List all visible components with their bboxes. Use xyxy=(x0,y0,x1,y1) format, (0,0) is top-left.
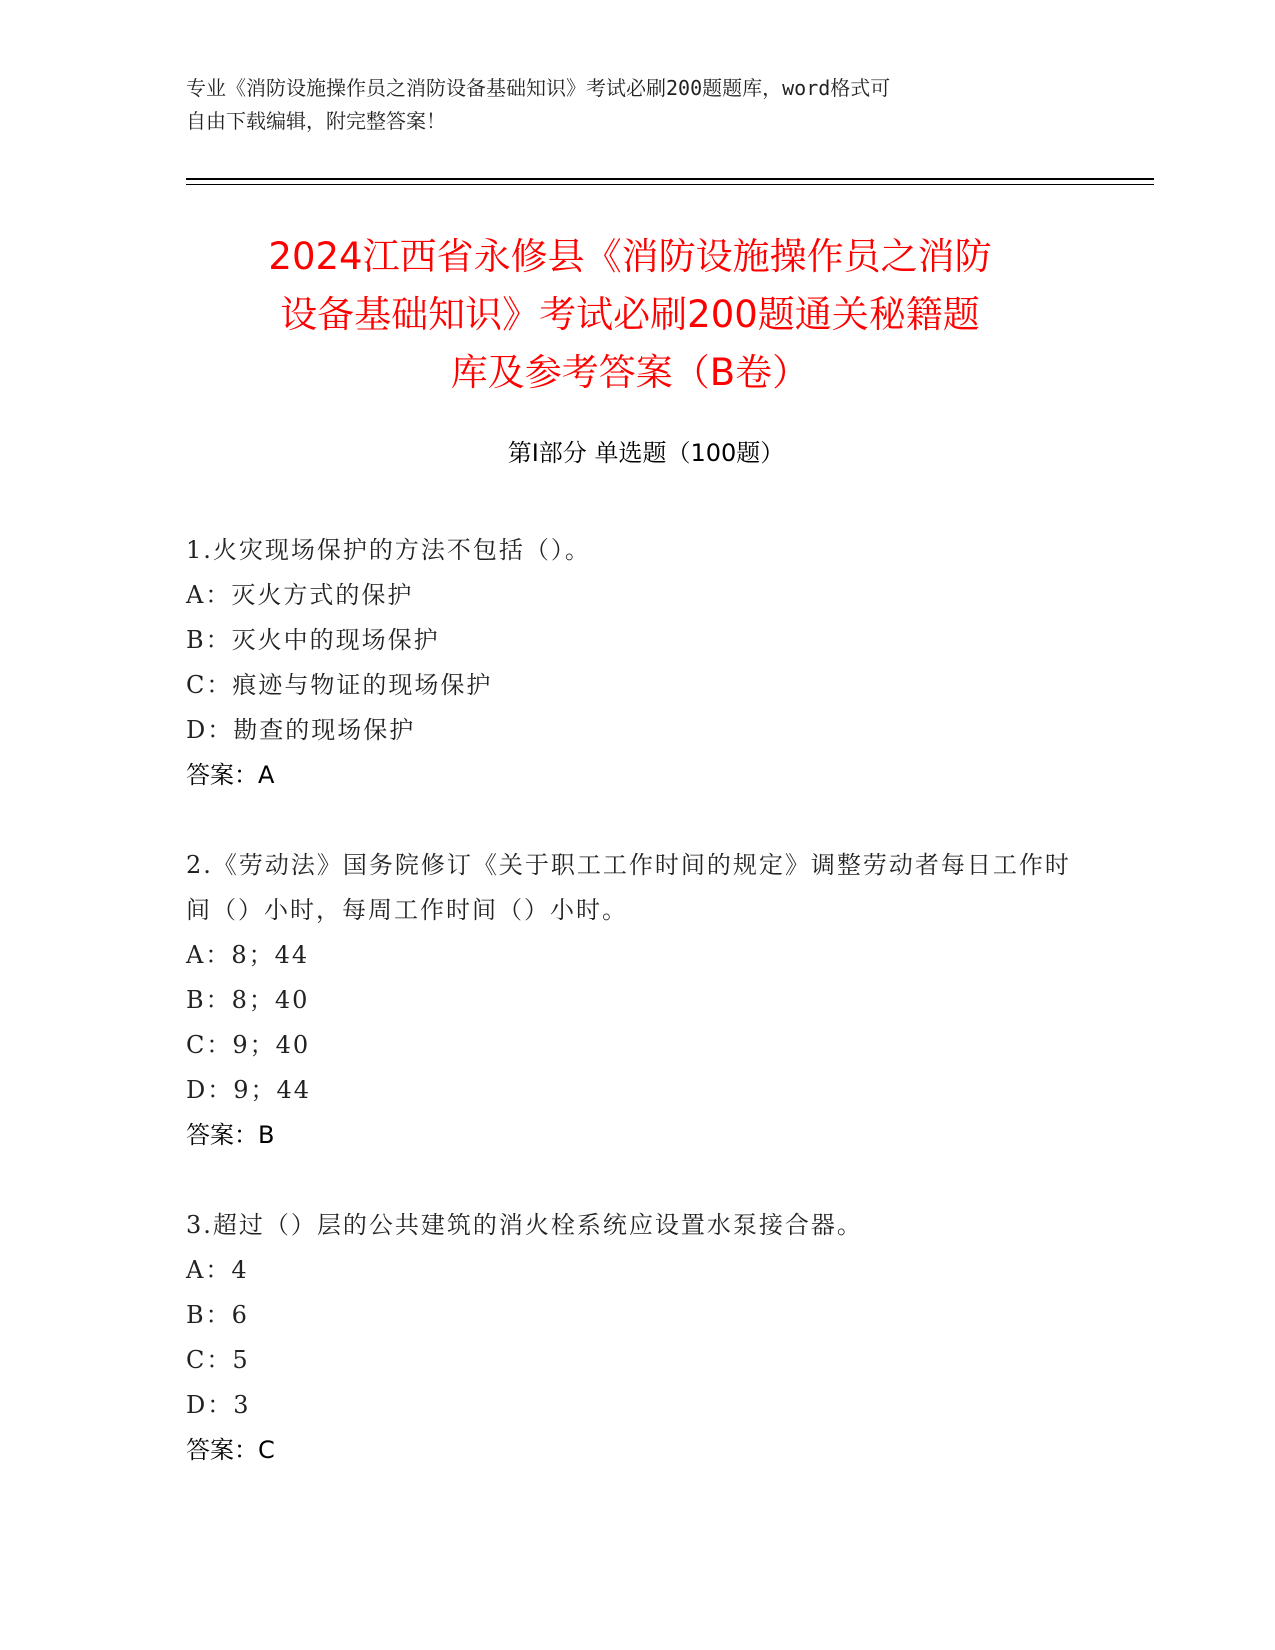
answer-label: 答案：A xyxy=(186,761,275,789)
document-title-line-1: 2024江西省永修县《消防设施操作员之消防 xyxy=(268,235,992,278)
option-c: C：痕迹与物证的现场保护 xyxy=(186,671,493,699)
option-b: B：灭火中的现场保护 xyxy=(186,626,440,654)
option-d: D：3 xyxy=(186,1391,251,1419)
question-stem: 1.火灾现场保护的方法不包括（）。 xyxy=(186,536,591,564)
question-stem: 2.《劳动法》国务院修订《关于职工工作时间的规定》调整劳动者每日工作时间（）小时，每周工作时间（）小时。 xyxy=(186,851,1071,924)
option-a: A：4 xyxy=(186,1256,249,1284)
question-3 xyxy=(186,1203,1076,1473)
option-b: B：8；40 xyxy=(186,986,310,1014)
header-note-line-1: 专业《消防设施操作员之消防设备基础知识》考试必刷200题题库，word格式可 xyxy=(186,76,891,100)
document-title xyxy=(170,228,1090,402)
option-d: D：勘查的现场保护 xyxy=(186,716,416,744)
header-note-line-2: 自由下载编辑，附完整答案！ xyxy=(186,109,446,133)
answer-label: 答案：C xyxy=(186,1436,275,1464)
option-a: A：8；44 xyxy=(186,941,310,969)
document-title-line-2: 设备基础知识》考试必刷200题通关秘籍题 xyxy=(280,293,980,336)
section-title: 第Ⅰ部分 单选题（100题） xyxy=(507,439,785,467)
answer-label: 答案：B xyxy=(186,1121,275,1149)
header-divider-thin xyxy=(186,184,1154,185)
question-stem: 3.超过（）层的公共建筑的消火栓系统应设置水泵接合器。 xyxy=(186,1211,863,1239)
option-a: A：灭火方式的保护 xyxy=(186,581,414,609)
option-b: B：6 xyxy=(186,1301,249,1329)
option-c: C：5 xyxy=(186,1346,250,1374)
question-1 xyxy=(186,528,1076,798)
question-2 xyxy=(186,843,1076,1158)
question-list xyxy=(186,528,1076,1518)
document-title-line-3: 库及参考答案（B卷） xyxy=(450,351,810,394)
option-d: D：9；44 xyxy=(186,1076,312,1104)
header-note xyxy=(186,72,1066,138)
option-c: C：9；40 xyxy=(186,1031,311,1059)
header-divider-thick xyxy=(186,178,1154,180)
